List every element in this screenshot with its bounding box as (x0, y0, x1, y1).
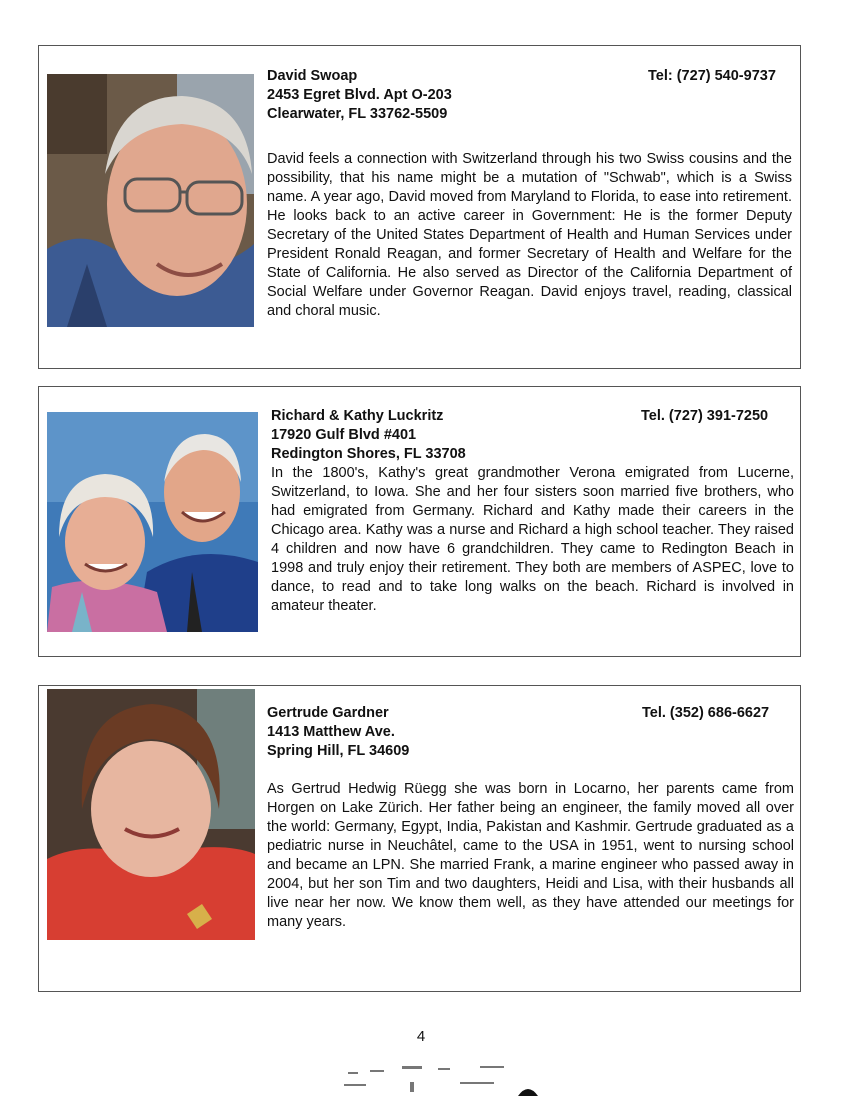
address-line-1: 2453 Egret Blvd. Apt O-203 (267, 87, 452, 103)
member-name: David Swoap (267, 68, 358, 84)
member-card-gardner (38, 685, 801, 992)
address-line-2: Redington Shores, FL 33708 (271, 446, 466, 462)
address-line-2: Clearwater, FL 33762-5509 (267, 106, 448, 122)
member-photo (47, 412, 258, 632)
member-photo (47, 689, 255, 940)
contact-block (271, 407, 631, 464)
address-line-1: 1413 Matthew Ave. (267, 724, 395, 740)
address-line-2: Spring Hill, FL 34609 (267, 743, 410, 759)
page-number: 4 (416, 1028, 426, 1045)
scan-artifact (340, 1062, 540, 1096)
member-photo (47, 74, 254, 327)
member-card-luckritz (38, 386, 801, 657)
address-line-1: 17920 Gulf Blvd #401 (271, 427, 417, 443)
member-name: Richard & Kathy Luckritz (271, 408, 444, 424)
telephone: Tel: (727) 540-9737 (648, 68, 776, 84)
member-bio: As Gertrud Hedwig Rüegg she was born in Locarno, her parents came from Horgen on Lake Zürich. Her father being an engineer, the family moved all over the world: Germany, Egypt, India, Pakistan and Kashmir. Gertrude graduated as a pediatric nurse in Neuchâtel, came to the USA in 1951, went to nursing school and became an LPN. She married Frank, a marine engineer who passed away in 2004, but her son Tim and two daughters, Heidi and Lisa, with their husbands all live near her now. We know them well, as they have attended our meetings for many years. (267, 781, 794, 930)
member-name: Gertrude Gardner (267, 705, 389, 721)
member-bio: In the 1800's, Kathy's great grandmother Verona emigrated from Lucerne, Switzerland, to Iowa. She and her four sisters soon married five brothers, who had emigrated from Germany. Richard and Kathy made their careers in the Chicago area. Kathy was a nurse and Richard a high school teacher. They raised 4 children and now have 6 grandchildren. They came to Redington Beach in 1998 and truly enjoy their retirement. They both are members of ASPEC, love to dance, to read and to take long walks on the beach. Richard is involved in amateur theater. (271, 465, 794, 614)
member-card-swoap (38, 45, 801, 369)
member-bio: David feels a connection with Switzerland through his two Swiss cousins and the possibility, that his name might be a mutation of "Schwab", which is a Swiss name. A year ago, David moved from Maryland to Florida, to ease into retirement. He looks back to an active career in Government: He is the former Deputy Secretary of the United States Department of Health and Human Services under President Ronald Reagan, and former Secretary of Health and Welfare for the State of California. He also served as Director of the California Department of Social Welfare under Governor Reagan. David enjoys travel, reading, classical and choral music. (267, 151, 792, 319)
contact-block (267, 704, 627, 761)
telephone: Tel. (727) 391-7250 (641, 408, 769, 424)
contact-block (267, 67, 627, 124)
telephone: Tel. (352) 686-6627 (642, 705, 770, 721)
